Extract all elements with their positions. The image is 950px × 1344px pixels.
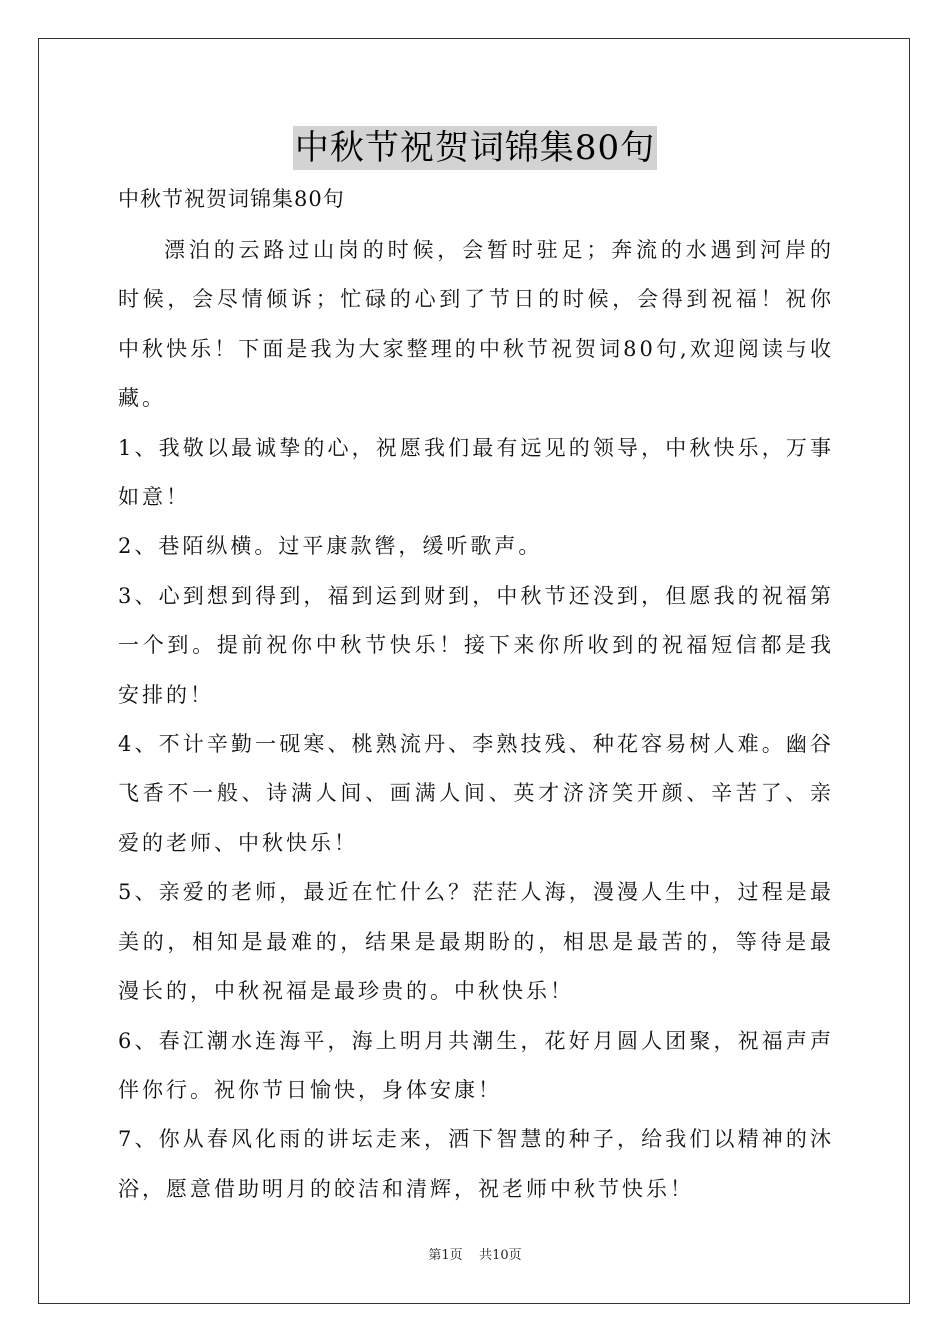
document-title: 中秋节祝贺词锦集80句 xyxy=(294,128,656,168)
document-subtitle: 中秋节祝贺词锦集80句 xyxy=(118,187,345,211)
page-total: 共10页 xyxy=(479,1248,522,1263)
title-container xyxy=(0,126,950,170)
page-footer xyxy=(0,1246,950,1266)
list-item: 4、不计辛勤一砚寒、桃熟流丹、李熟技残、种花容易树人难。幽谷飞香不一般、诗满人间、画满人间、英才济济笑开颜、辛苦了、亲爱的老师、中秋快乐！ xyxy=(118,732,834,855)
list-item: 6、春江潮水连海平，海上明月共潮生，花好月圆人团聚，祝福声声伴你行。祝你节日愉快，身体安康！ xyxy=(118,1028,834,1102)
list-item: 1、我敬以最诚挚的心，祝愿我们最有远见的领导，中秋快乐，万事如意！ xyxy=(118,435,834,510)
list-item: 5、亲爱的老师，最近在忙什么？茫茫人海，漫漫人生中，过程是最美的，相知是最难的，结果是最期盼的，相思是最苦的，等待是最漫长的，中秋祝福是最珍贵的。中秋快乐！ xyxy=(118,880,834,1004)
document-body xyxy=(118,226,834,1214)
list-item: 2、巷陌纵横。过平康款辔，缓听歌声。 xyxy=(118,534,543,559)
list-item: 3、心到想到得到，福到运到财到，中秋节还没到，但愿我的祝福第一个到。提前祝你中秋节快乐！接下来你所收到的祝福短信都是我安排的！ xyxy=(118,583,834,707)
intro-paragraph: 漂泊的云路过山岗的时候，会暂时驻足；奔流的水遇到河岸的时候，会尽情倾诉；忙碌的心到了节日的时候，会得到祝福！祝你中秋快乐！下面是我为大家整理的中秋节祝贺词80句,欢迎阅读与收藏。 xyxy=(118,238,834,411)
page-number: 第1页 xyxy=(428,1248,463,1263)
list-item: 7、你从春风化雨的讲坛走来，洒下智慧的种子，给我们以精神的沐浴，愿意借助明月的皎洁和清辉，祝老师中秋节快乐！ xyxy=(118,1127,834,1201)
